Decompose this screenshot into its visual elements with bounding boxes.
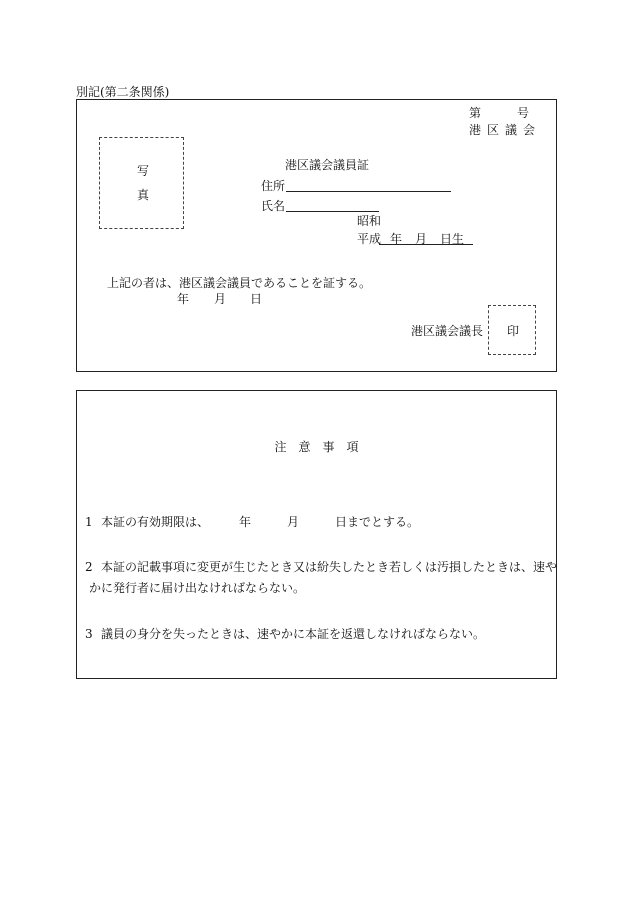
- photo-label-1: 写: [137, 164, 150, 178]
- note-number-3: 3: [85, 627, 93, 641]
- issue-year: 年: [177, 292, 190, 306]
- certification-statement: 上記の者は、港区議会議員であることを証する。: [107, 276, 372, 290]
- certificate-title: 港区議会議員証: [285, 158, 370, 172]
- birth-year: 年: [390, 232, 403, 246]
- era-showa: 昭和: [357, 214, 382, 228]
- certificate-number: 第 号: [469, 106, 530, 120]
- note-number-1: 1: [85, 515, 93, 529]
- birth-day: 日生: [440, 232, 465, 246]
- photo-box: [99, 137, 184, 229]
- era-heisei: 平成: [357, 232, 382, 246]
- seal-label: 印: [507, 324, 520, 338]
- notes-card: [76, 390, 557, 679]
- note-text-2-continued: かに発行者に届け出なければならない。: [89, 581, 306, 595]
- appendix-label: 別記(第二条関係): [76, 85, 170, 99]
- seal-box: [488, 305, 536, 355]
- issue-day: 日: [250, 292, 263, 306]
- note-number-2: 2: [85, 560, 93, 574]
- chairman-title: 港区議会議長: [411, 324, 484, 338]
- issue-month: 月: [214, 292, 227, 306]
- note-text-2: 本証の記載事項に変更が生じたとき又は紛失したとき若しくは汚損したときは、速や: [101, 560, 558, 574]
- name-label: 氏名: [261, 199, 286, 213]
- notes-heading: 注 意 事 項: [274, 440, 359, 454]
- certificate-card: [76, 99, 557, 372]
- address-line: [286, 191, 451, 192]
- address-label: 住所: [261, 179, 286, 193]
- birthdate-line: [379, 244, 473, 245]
- photo-label-2: 真: [137, 188, 150, 202]
- note-text-1: 本証の有効期限は、 年 月 日までとする。: [101, 515, 420, 529]
- note-text-3: 議員の身分を失ったときは、速やかに本証を返還しなければならない。: [101, 627, 486, 641]
- name-line: [286, 211, 379, 212]
- issuer-label: 港区議会: [469, 123, 542, 137]
- birth-month: 月: [415, 232, 428, 246]
